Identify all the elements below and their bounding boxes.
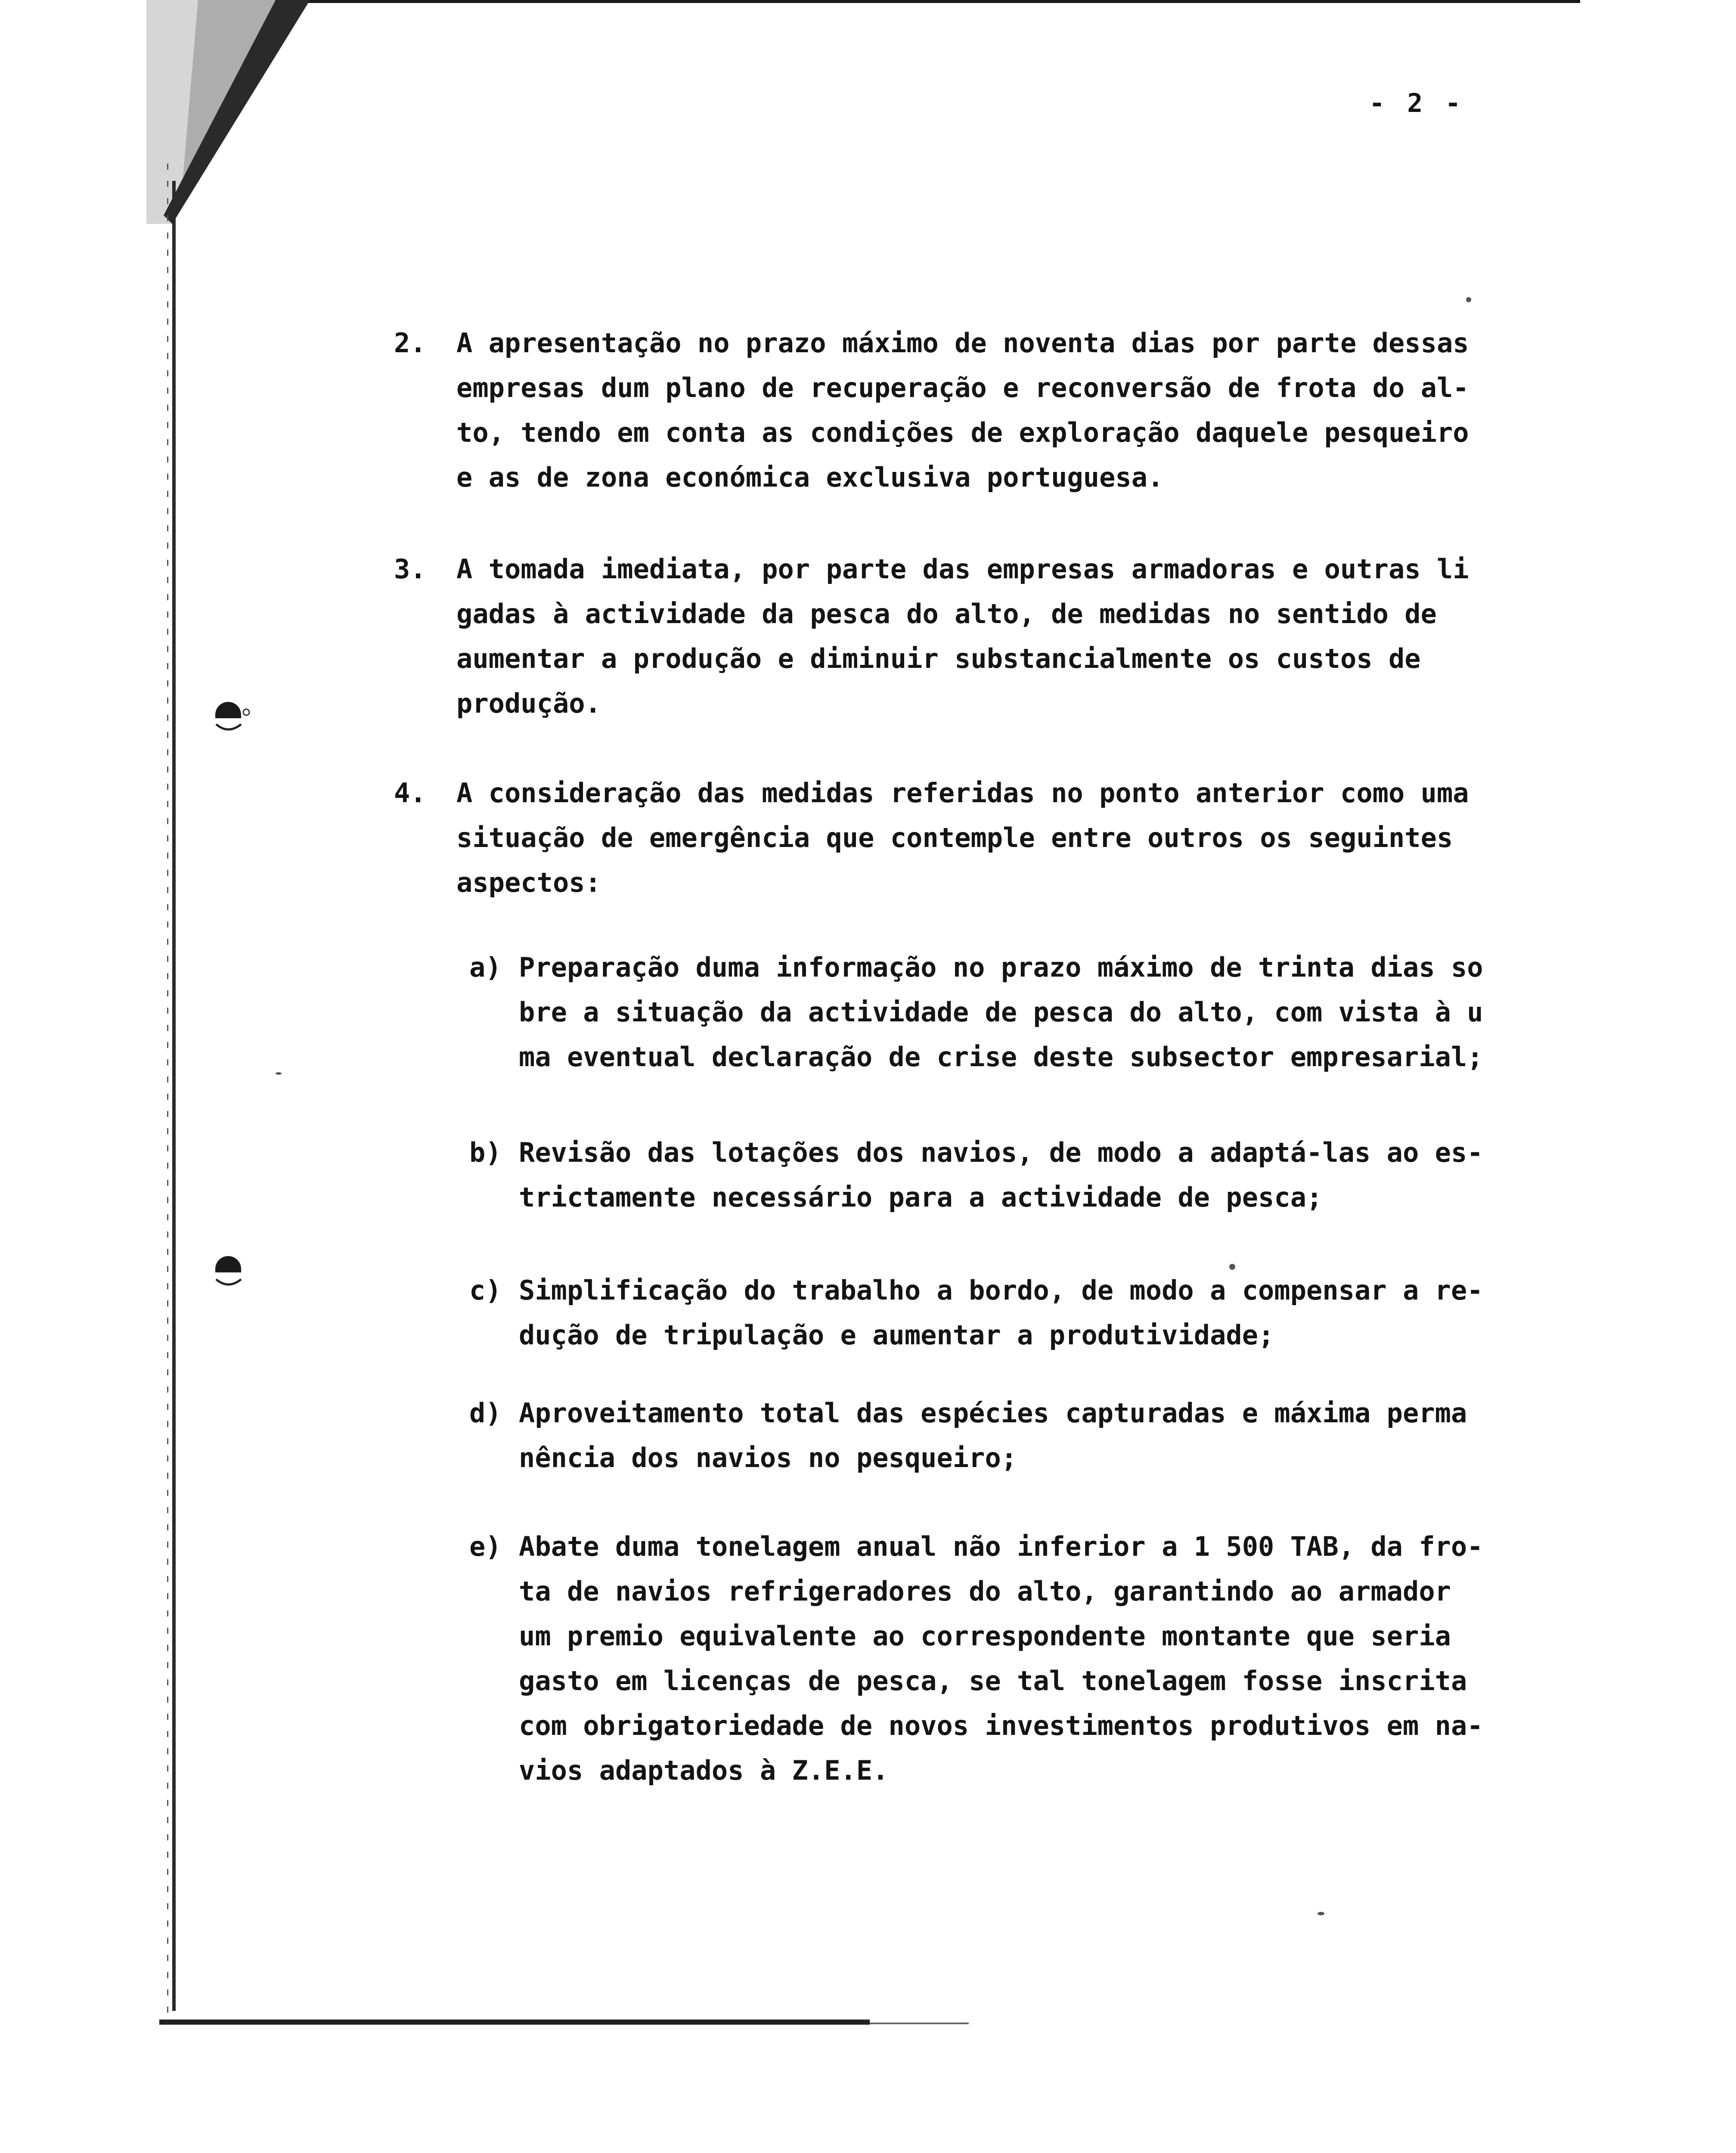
left-scan-edge xyxy=(172,181,176,2011)
page-number: - 2 - xyxy=(1369,88,1464,118)
text-line: dução de tripulação e aumentar a produtividade; xyxy=(519,1319,1274,1351)
punch-hole-bottom xyxy=(211,1251,252,1292)
item-number: 2. xyxy=(394,327,426,359)
text-line: e as de zona económica exclusiva portuguesa. xyxy=(456,462,1164,493)
subitem-label: d) xyxy=(469,1397,502,1429)
item-number: 4. xyxy=(394,777,426,809)
subitem-text xyxy=(519,945,1591,1080)
subitem-label: e) xyxy=(469,1531,502,1562)
text-line: A apresentação no prazo máximo de noventa dias por parte dessas xyxy=(456,327,1469,359)
text-line: gasto em licenças de pesca, se tal tonelagem fosse inscrita xyxy=(519,1665,1467,1697)
text-line: Aproveitamento total das espécies capturadas e máxima perma xyxy=(519,1397,1467,1429)
text-line: Simplificação do trabalho a bordo, de modo a compensar a re- xyxy=(519,1275,1483,1306)
item-text xyxy=(456,771,1559,905)
text-line: trictamente necessário para a actividade de pesca; xyxy=(519,1182,1323,1213)
text-line: ma eventual declaração de crise deste subsector empresarial; xyxy=(519,1041,1483,1073)
text-line: gadas à actividade da pesca do alto, de medidas no sentido de xyxy=(456,598,1437,630)
item-number: 3. xyxy=(394,553,426,585)
text-line: empresas dum plano de recuperação e reconversão de frota do al- xyxy=(456,372,1469,403)
subitem-label: b) xyxy=(469,1137,502,1168)
speck xyxy=(276,1072,282,1075)
text-line: to, tendo em conta as condições de exploração daquele pesqueiro xyxy=(456,417,1469,448)
punch-hole-top xyxy=(211,698,252,738)
speck xyxy=(1466,297,1471,302)
text-line: Revisão das lotações dos navios, de modo a adaptá-las ao es- xyxy=(519,1137,1483,1168)
text-line: um premio equivalente ao correspondente montante que seria xyxy=(519,1620,1451,1652)
text-line: Abate duma tonelagem anual não inferior a 1 500 TAB, da fro- xyxy=(519,1531,1483,1562)
text-line: com obrigatoriedade de novos investimentos produtivos em na- xyxy=(519,1710,1483,1741)
subitem-text xyxy=(519,1130,1591,1220)
item-text xyxy=(456,547,1559,726)
text-line: produção. xyxy=(456,688,601,719)
text-line: nência dos navios no pesqueiro; xyxy=(519,1442,1017,1474)
subitem-label: a) xyxy=(469,952,502,983)
text-line: A consideração das medidas referidas no ponto anterior como uma xyxy=(456,777,1469,809)
item-text xyxy=(456,321,1559,500)
text-line: vios adaptados à Z.E.E. xyxy=(519,1755,889,1786)
text-line: situação de emergência que contemple entre outros os seguintes xyxy=(456,822,1453,853)
subitem-text xyxy=(519,1524,1591,1793)
subitem-label: c) xyxy=(469,1275,502,1306)
subitem-text xyxy=(519,1391,1591,1480)
text-line: aumentar a produção e diminuir substancialmente os custos de xyxy=(456,643,1421,674)
top-scan-edge xyxy=(146,0,1580,3)
speck xyxy=(1318,1912,1324,1915)
text-line: ta de navios refrigeradores do alto, garantindo ao armador xyxy=(519,1576,1451,1607)
bottom-scan-edge-tail xyxy=(870,2023,969,2024)
subitem-text xyxy=(519,1268,1591,1358)
text-line: bre a situação da actividade de pesca do alto, com vista à u xyxy=(519,996,1483,1028)
bottom-scan-edge xyxy=(159,2020,870,2025)
text-line: aspectos: xyxy=(456,867,601,898)
left-scan-edge-dots xyxy=(167,164,168,2015)
text-line: Preparação duma informação no prazo máximo de trinta dias so xyxy=(519,952,1483,983)
text-line: A tomada imediata, por parte das empresas armadoras e outras li xyxy=(456,553,1469,585)
